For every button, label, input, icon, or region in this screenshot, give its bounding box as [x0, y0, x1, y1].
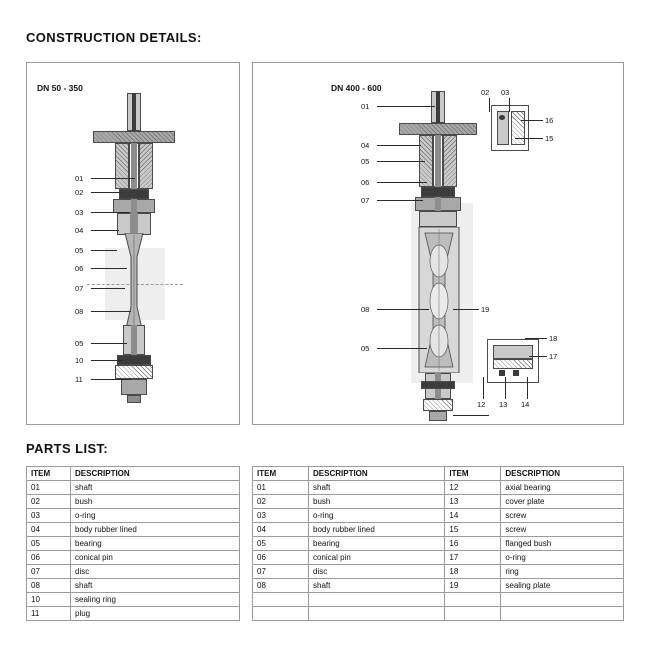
table-row: [253, 537, 624, 551]
table-row: [27, 593, 240, 607]
cell-item-1: 05: [253, 537, 309, 551]
parts-list-title: PARTS LIST:: [26, 441, 109, 456]
table-row: [253, 509, 624, 523]
table-row: [27, 523, 240, 537]
callout-left-01: 01: [75, 174, 84, 183]
cell-item-2: 13: [445, 495, 501, 509]
leader-right-19: [453, 309, 479, 310]
cell-item-1: [253, 593, 309, 607]
leader-right-05b: [377, 348, 427, 349]
detail-bottom-bearing: [499, 370, 505, 376]
callout-right-15: 15: [545, 134, 554, 143]
leader-right-16: [521, 120, 543, 121]
table-row: [27, 495, 240, 509]
cell-description-1: o-ring: [309, 509, 445, 523]
shaft-mid-upper: [131, 199, 137, 213]
shaft-mid-right: [435, 197, 441, 211]
cell-description-2: ring: [501, 565, 624, 579]
callout-right-07: 07: [361, 196, 370, 205]
table-left-header-item: ITEM: [27, 467, 71, 481]
cell-description-1: shaft: [309, 481, 445, 495]
table-row: [253, 495, 624, 509]
bearing-upper-right: [421, 187, 455, 197]
callout-left-04: 04: [75, 226, 84, 235]
table-right-header-row: [253, 467, 624, 481]
table-left-header-row: [27, 467, 240, 481]
table-row: [253, 481, 624, 495]
cell-item: 07: [27, 565, 71, 579]
leader-right-06: [377, 182, 427, 183]
construction-details-title: CONSTRUCTION DETAILS:: [26, 30, 202, 45]
table-row: [253, 523, 624, 537]
cell-description-1: shaft: [309, 579, 445, 593]
leader-right-18: [525, 338, 547, 339]
drawing-frame-dn50-350: [26, 62, 240, 425]
conical-pin-housing-right: [419, 211, 457, 227]
detail-bottom-plate: [493, 359, 533, 369]
table-left-header-description: DESCRIPTION: [71, 467, 240, 481]
cell-item: 01: [27, 481, 71, 495]
table-row: [253, 579, 624, 593]
leader-right-14: [527, 377, 528, 399]
leader-right-02: [489, 98, 490, 112]
cell-description-1: disc: [309, 565, 445, 579]
callout-right-04: 04: [361, 141, 370, 150]
leader-left-07: [91, 288, 125, 289]
callout-right-17: 17: [549, 352, 558, 361]
leader-left-03: [91, 212, 129, 213]
table-row: [253, 551, 624, 565]
cell-description: bearing: [71, 537, 240, 551]
table-row: [27, 565, 240, 579]
cell-item-2: 18: [445, 565, 501, 579]
leader-detail-link: [453, 415, 489, 416]
cell-description-2: o-ring: [501, 551, 624, 565]
leader-left-02: [91, 192, 121, 193]
cell-description-1: bearing: [309, 537, 445, 551]
cell-item-2: 17: [445, 551, 501, 565]
plug: [121, 379, 147, 395]
cell-description: o-ring: [71, 509, 240, 523]
drawing-label-dn400-600: DN 400 - 600: [331, 83, 382, 93]
leader-left-11: [91, 379, 131, 380]
cell-item-1: 07: [253, 565, 309, 579]
cell-item: 08: [27, 579, 71, 593]
table-row: [253, 607, 624, 621]
cell-item: 06: [27, 551, 71, 565]
callout-left-05a: 05: [75, 246, 84, 255]
callout-left-03: 03: [75, 208, 84, 217]
parts-table-left: [26, 466, 240, 621]
cell-item: 11: [27, 607, 71, 621]
callout-right-16: 16: [545, 116, 554, 125]
bearing-upper: [119, 189, 149, 199]
leader-right-13: [505, 377, 506, 399]
leader-right-17: [529, 356, 547, 357]
callout-left-06: 06: [75, 264, 84, 273]
cell-description-2: axial bearing: [501, 481, 624, 495]
cell-item-2: 16: [445, 537, 501, 551]
cell-item: 02: [27, 495, 71, 509]
cell-description: bush: [71, 495, 240, 509]
cell-item: 05: [27, 537, 71, 551]
leader-left-01: [91, 178, 135, 179]
cell-item-1: 06: [253, 551, 309, 565]
neck-hatch-right: [139, 143, 153, 189]
leader-left-10: [91, 360, 123, 361]
cell-description-1: bush: [309, 495, 445, 509]
valve-disc-right: [413, 227, 465, 373]
table-row: [27, 579, 240, 593]
cell-description-2: [501, 593, 624, 607]
detail-bottom-screw: [513, 370, 519, 376]
callout-right-12: 12: [477, 400, 486, 409]
cell-description-2: screw: [501, 509, 624, 523]
callout-left-11: 11: [75, 375, 83, 384]
leader-right-01: [377, 106, 435, 107]
leader-left-04: [91, 230, 119, 231]
cell-description-1: body rubber lined: [309, 523, 445, 537]
callout-right-05b: 05: [361, 344, 370, 353]
cell-description: shaft: [71, 481, 240, 495]
shaft-upper-right: [435, 135, 441, 187]
detail-bottom-ring: [493, 345, 533, 359]
cell-item-2: [445, 593, 501, 607]
stem-keyway-right: [436, 91, 440, 123]
drawing-label-dn50-350: DN 50 - 350: [37, 83, 83, 93]
cell-description: sealing ring: [71, 593, 240, 607]
stem-keyway: [132, 93, 136, 131]
cell-description-1: [309, 607, 445, 621]
callout-right-13: 13: [499, 400, 508, 409]
cell-description-1: conical pin: [309, 551, 445, 565]
cell-description-2: flanged bush: [501, 537, 624, 551]
cell-item-1: 08: [253, 579, 309, 593]
cell-description-2: [501, 607, 624, 621]
cell-item-1: [253, 607, 309, 621]
table-row: [253, 565, 624, 579]
cell-description: disc: [71, 565, 240, 579]
callout-right-06: 06: [361, 178, 370, 187]
cell-item-2: [445, 607, 501, 621]
cell-description-2: screw: [501, 523, 624, 537]
callout-left-02: 02: [75, 188, 84, 197]
conical-pin: [130, 213, 138, 235]
table-right-header-item-2: ITEM: [445, 467, 501, 481]
cell-item-1: 04: [253, 523, 309, 537]
cell-item-1: 01: [253, 481, 309, 495]
cell-item: 04: [27, 523, 71, 537]
callout-right-18: 18: [549, 334, 558, 343]
table-row: [27, 607, 240, 621]
top-flange-hatch-right: [399, 123, 477, 135]
cell-description: plug: [71, 607, 240, 621]
callout-right-14: 14: [521, 400, 530, 409]
table-right-header-description-2: DESCRIPTION: [501, 467, 624, 481]
cell-description: shaft: [71, 579, 240, 593]
cell-item-1: 02: [253, 495, 309, 509]
leader-right-03: [509, 98, 510, 112]
callout-right-01: 01: [361, 102, 370, 111]
table-right-header-item-1: ITEM: [253, 467, 309, 481]
valve-disc: [111, 233, 157, 333]
leader-right-12: [483, 377, 484, 399]
callout-left-07: 07: [75, 284, 84, 293]
callout-right-08: 08: [361, 305, 370, 314]
table-row: [27, 509, 240, 523]
cell-item: 10: [27, 593, 71, 607]
table-row: [253, 593, 624, 607]
callout-left-05b: 05: [75, 339, 84, 348]
callout-right-02: 02: [481, 88, 490, 97]
detail-top-hatch: [511, 111, 525, 145]
cell-item-1: 03: [253, 509, 309, 523]
neck-hatch-right-right: [443, 135, 457, 187]
leader-right-15: [515, 138, 543, 139]
cell-description: conical pin: [71, 551, 240, 565]
sealing-ring: [115, 365, 153, 379]
callout-right-05a: 05: [361, 157, 370, 166]
leader-left-05b: [91, 343, 127, 344]
shaft-lower-core: [131, 325, 137, 355]
cell-item-2: 12: [445, 481, 501, 495]
callout-left-10: 10: [75, 356, 84, 365]
shaft-upper: [131, 143, 137, 189]
leader-left-08: [91, 311, 131, 312]
plug-base: [127, 395, 141, 403]
cell-item-2: 15: [445, 523, 501, 537]
table-right-header-description-1: DESCRIPTION: [309, 467, 445, 481]
callout-right-03: 03: [501, 88, 510, 97]
cell-description-2: sealing plate: [501, 579, 624, 593]
callout-right-19: 19: [481, 305, 490, 314]
leader-right-05a: [377, 161, 425, 162]
leader-right-08: [377, 309, 429, 310]
callout-left-08: 08: [75, 307, 84, 316]
bottom-seal-right: [423, 399, 453, 411]
cell-item: 03: [27, 509, 71, 523]
bearing-lower-right: [421, 381, 455, 389]
cell-description-2: cover plate: [501, 495, 624, 509]
leader-right-07: [377, 200, 423, 201]
neck-hatch-left: [115, 143, 129, 189]
table-row: [27, 537, 240, 551]
drawing-frame-dn400-600: [252, 62, 624, 425]
leader-left-05a: [91, 250, 117, 251]
cell-item-2: 14: [445, 509, 501, 523]
top-flange-hatch: [93, 131, 175, 143]
detail-top-oring: [499, 115, 505, 120]
parts-table-right: [252, 466, 624, 621]
cell-description-1: [309, 593, 445, 607]
table-row: [27, 551, 240, 565]
bottom-cap-right: [429, 411, 447, 421]
leader-left-06: [91, 268, 127, 269]
cell-item-2: 19: [445, 579, 501, 593]
cell-description: body rubber lined: [71, 523, 240, 537]
table-row: [27, 481, 240, 495]
leader-right-04: [377, 145, 421, 146]
